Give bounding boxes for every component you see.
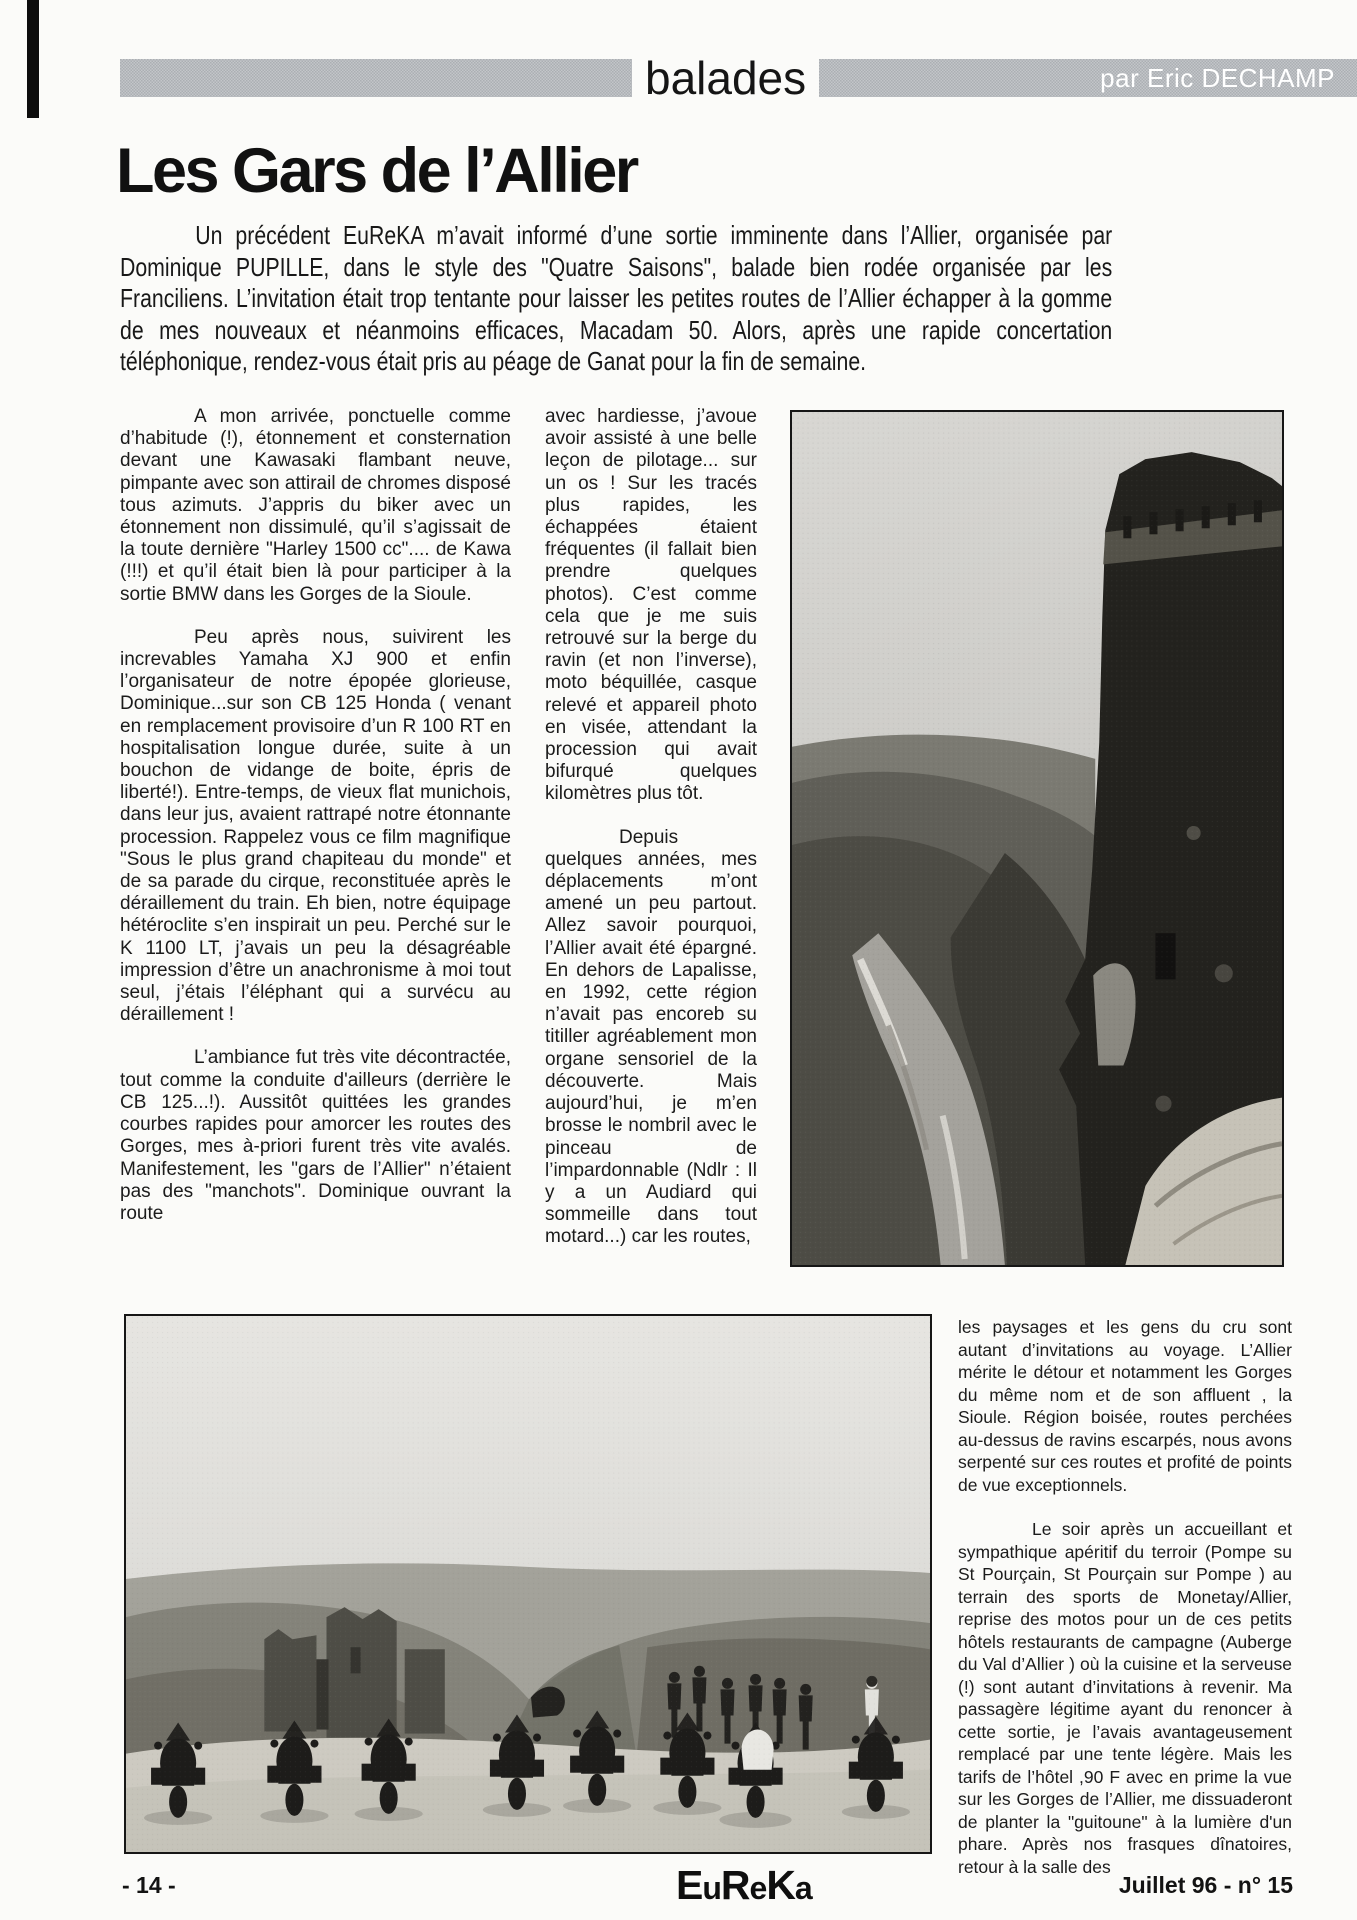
header-bar-right	[819, 59, 1357, 97]
logo-letter: u	[702, 1870, 721, 1906]
left-text-column	[120, 406, 511, 1246]
issue-date: Juillet 96 - n° 15	[1118, 1872, 1293, 1898]
author-byline: par Eric DECHAMP	[1100, 62, 1335, 93]
article-paragraph: les paysages et les gens du cru sont autant d’invitations au voyage. L’Allier mérite le détour et notamment les Gorges du même nom et de son affluent , la Sioule. Région boisée, routes perchées au-dessus de ravins escarpés, nous avons serpenté sur ces routes et profité de points de vue exceptionnels.	[958, 1317, 1292, 1495]
article-paragraph: Le soir après un accueillant et sympathique apéritif du terroir (Pompe su St Pourçain, St Pourçain sur Pompe ) au terrain des sports de Monetay/Allier, reprise des motos pour un de ces petits hôtels restaurants de campagne (Auberge du Val d’Allier ) où la cuisine et la serveuse (!) sont autant d’invitations à revenir. Ma passagère légitime ayant du renoncer à cette sortie, je l’avais avantageusement remplacé par une tente légère. Mais les tarifs de l’hôtel ,90 F avec en prime la vue sur les Gorges de l’Allier, me dissuaderont de planter la "guitoune" à la lumière d'un phare. Après nos frasques dînatoires, retour à la salle des	[958, 1519, 1292, 1877]
halftone-grain	[126, 1316, 930, 1852]
gorge-castle-photo	[790, 410, 1284, 1267]
section-label: balades	[645, 52, 807, 104]
article-paragraph: avec hardiesse, j’avoue avoir assisté à une belle leçon de pilotage... sur un os ! Sur les tracés plus rapides, les échappées étaient fréquentes (il fallait bien prendre quelques photos). C’est comme cela que je me suis retrouvé sur la berge du ravin (et non l’inverse), moto béquillée, casque relevé et appareil photo en visée, attendant la procession qui avait bifurqué quelques kilomètres plus tôt.	[545, 406, 757, 805]
riders-overlook-photo	[124, 1314, 932, 1854]
article-paragraph: L’ambiance fut très vite décontractée, tout comme la conduite d'ailleurs (derrière le CB 125...!). Aussitôt quittées les grandes courbes rapides pour amorcer les routes des Gorges, mes à-priori furent très vite avalés. Manifestement, les "gars de l’Allier" n’étaient pas des "manchots". Dominique ouvrant la route	[120, 1047, 511, 1224]
logo-letter: e	[749, 1870, 767, 1906]
header-bar-left	[120, 59, 632, 97]
article-paragraph: Depuis quelques années, mes déplacements m’ont amené un peu partout. Allez savoir pourquoi, l’Allier avait été épargné. En dehors de Lapalisse, en 1992, cette région n’avait pas encoreb su titiller agréablement mon organe sensoriel de la découverte. Mais aujourd’hui, je m’en brosse le nombril avec le pinceau de l’impardonnable (Ndlr : Il y a un Audiard qui sommeille dans tout motard...) car les routes,	[545, 826, 757, 1248]
logo-letter: K	[766, 1862, 795, 1908]
scan-artifact	[27, 0, 39, 118]
article-paragraph: A mon arrivée, ponctuelle comme d’habitude (!), étonnement et consternation devant une Kawasaki flambant neuve, pimpante avec son attirail de chromes disposé tous azimuts. J’appris du biker avec un étonnement non dissimulé, qu’il s’agissait de la toute dernière "Harley 1500 cc".... de Kawa (!!!) et qu’il était bien là pour participer à la sortie BMW dans les Gorges de la Sioule.	[120, 406, 511, 605]
logo-letter: R	[720, 1862, 750, 1908]
section-header	[120, 52, 1357, 104]
halftone-grain	[792, 412, 1282, 1265]
logo-letter: E	[676, 1862, 703, 1908]
page-number: - 14 -	[122, 1872, 176, 1898]
gorge-castle-illustration	[792, 412, 1282, 1265]
article-intro: Un précédent EuReKA m’avait informé d’une sortie imminente dans l’Allier, organisée par Dominique PUPILLE, dans le style des "Quatre Saisons", balade bien rodée organisée par les Franciliens. L’invitation était trop tentante pour laisser les petites routes de l’Allier échapper à la gomme de mes nouveaux et néanmoins efficaces, Macadam 50. Alors, après une rapide concertation téléphonique, rendez-vous était pris au péage de Ganat pour la fin de semaine.	[120, 220, 1113, 376]
riders-overlook-illustration	[126, 1316, 930, 1852]
right-text-column	[958, 1316, 1292, 1900]
middle-text-column	[545, 406, 757, 1270]
article-title: Les Gars de l’Allier	[116, 136, 637, 206]
logo-letter: a	[794, 1870, 812, 1906]
article-paragraph: Peu après nous, suivirent les increvables Yamaha XJ 900 et enfin l’organisateur de notre épopée glorieuse, Dominique...sur son CB 125 Honda ( venant en remplacement provisoire d’un R 100 RT en hospitalisation longue durée, suite à un bouchon de vidange de boite, épris de liberté!). Entre-temps, de vieux flat munichois, dans leur jus, avaient rattrapé notre étonnante procession. Rappelez vous ce film magnifique "Sous le plus grand chapiteau du monde" et de sa parade du cirque, reconstituée après le déraillement du train. Eh bien, notre équipage hétéroclite s’en inspirait un peu. Perché sur le K 1100 LT, j’avais un peu la désagréable impression d’être un anachronisme à moi tout seul, j’étais l’éléphant qui a survécu au déraillement !	[120, 626, 511, 1026]
magazine-logo	[676, 1862, 812, 1909]
